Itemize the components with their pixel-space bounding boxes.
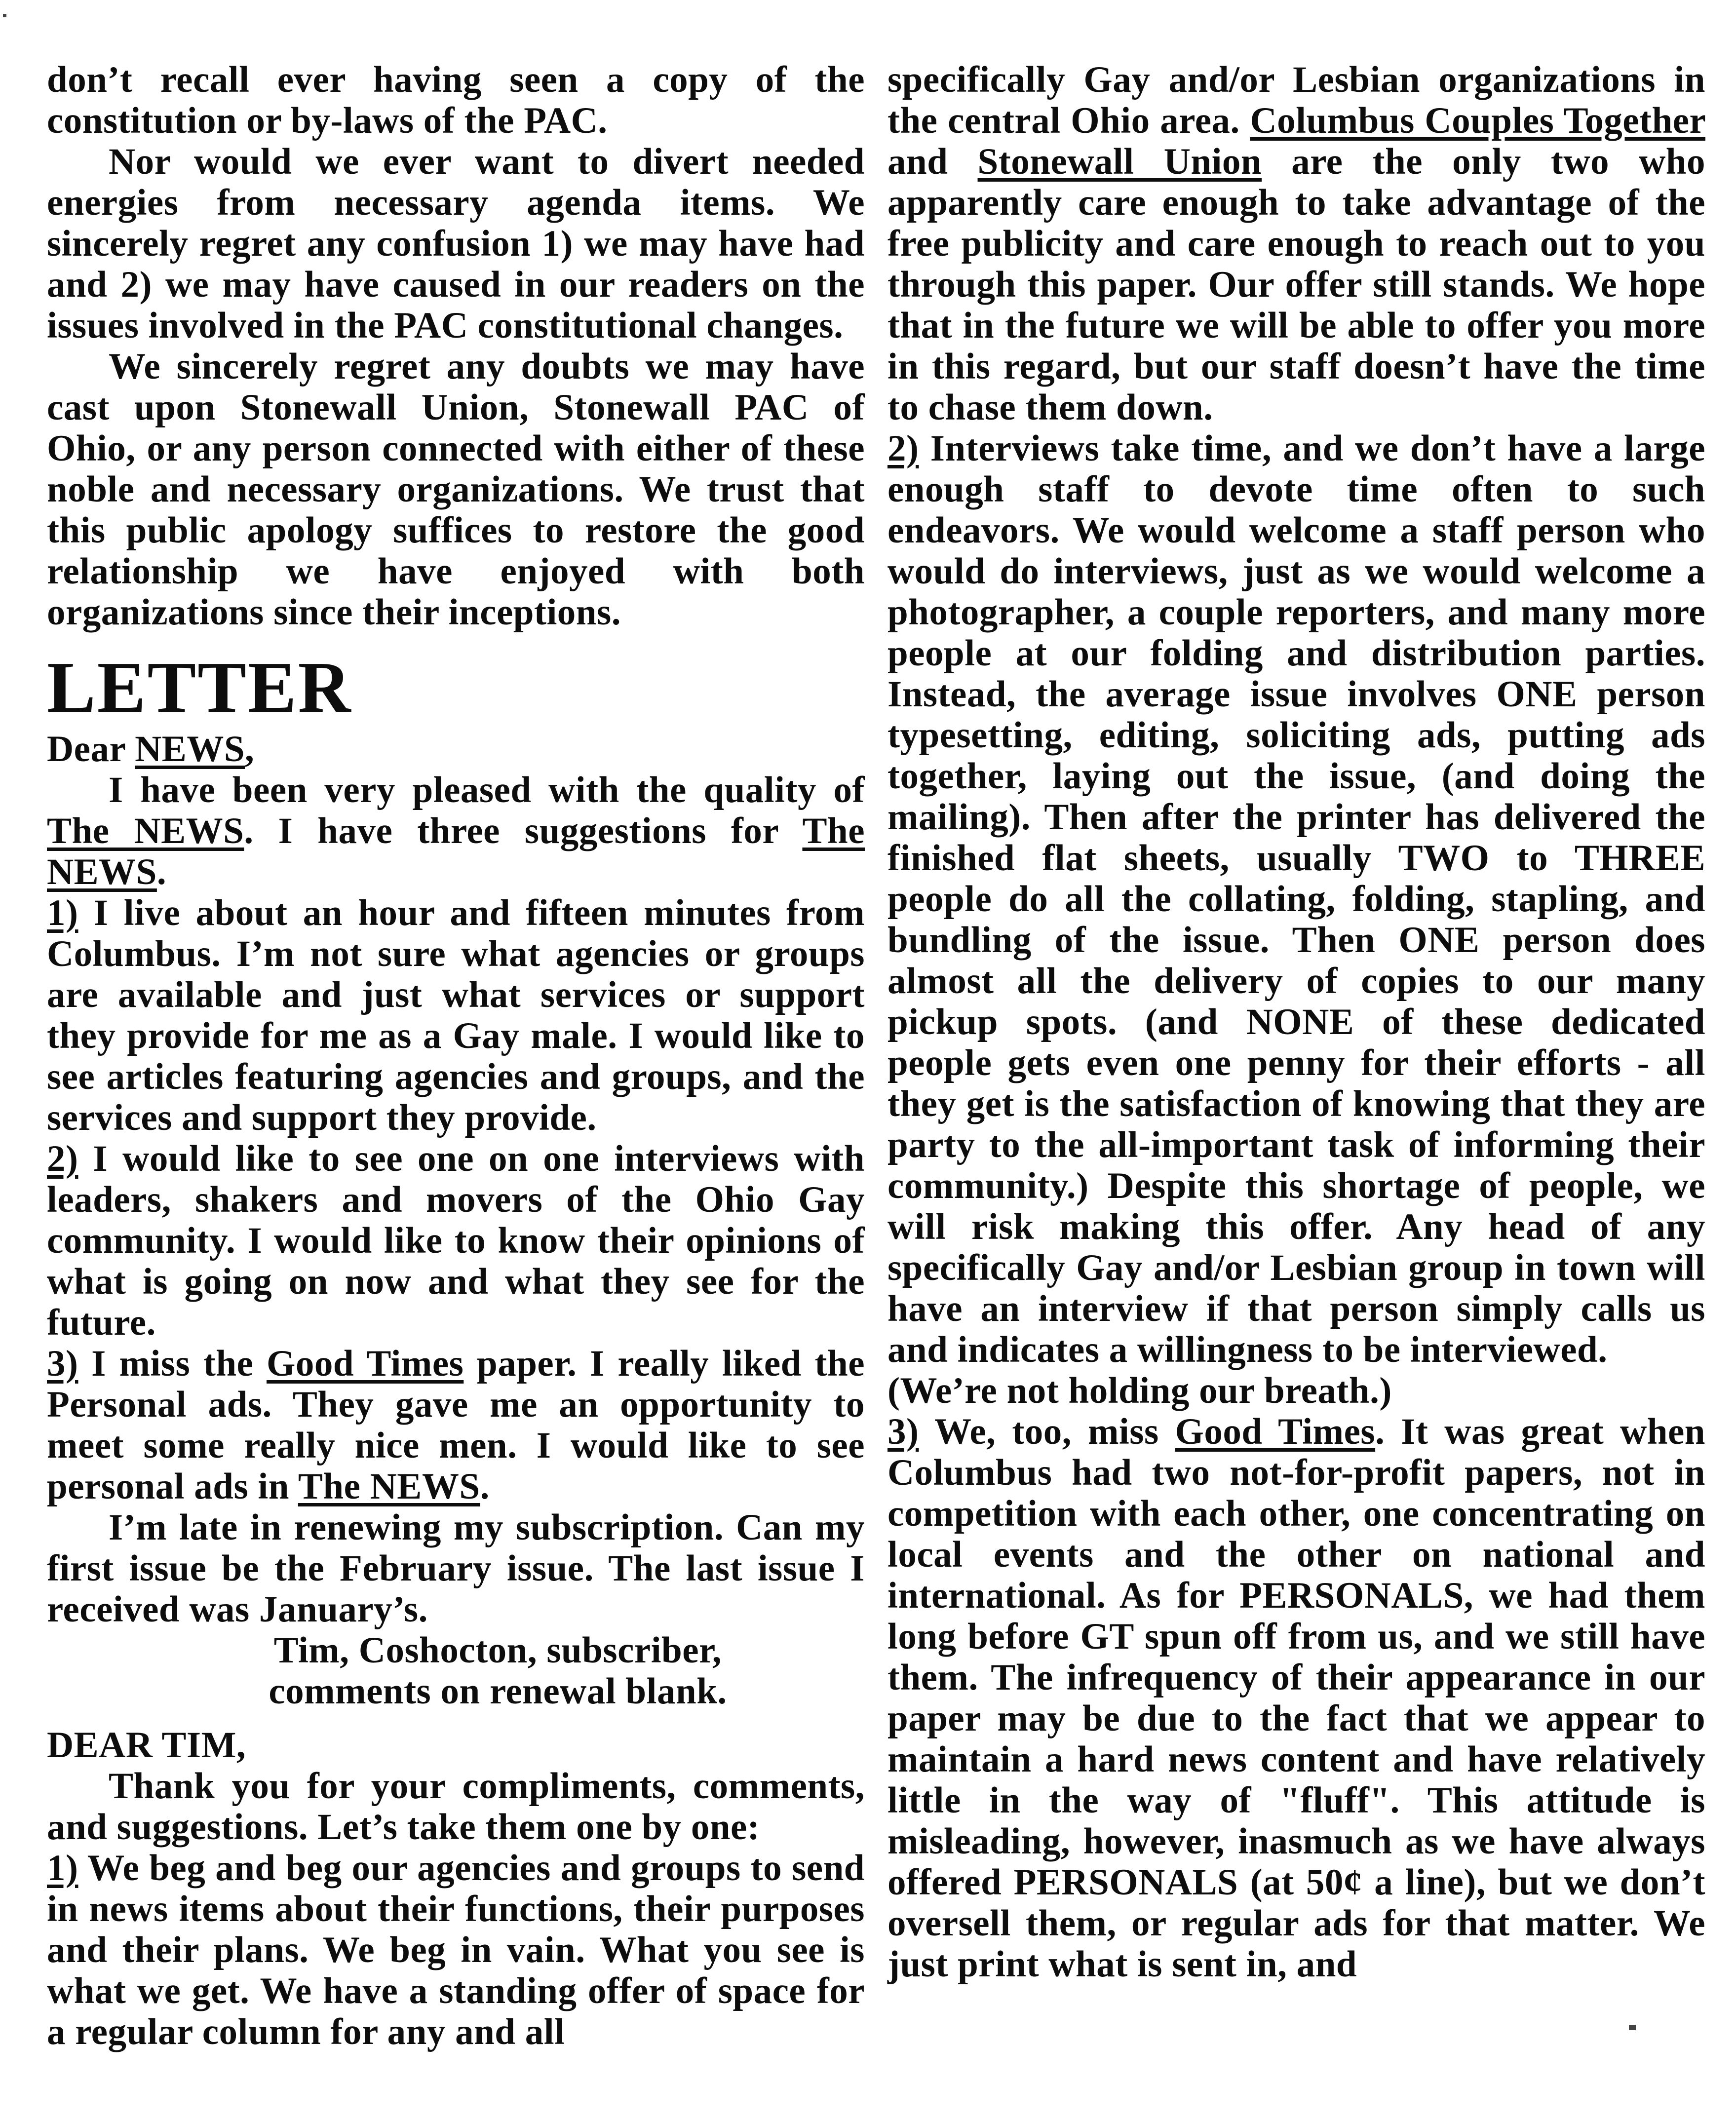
paragraph-offer-continuation (887, 59, 1705, 428)
underlined-text: 3) (47, 1343, 78, 1384)
paragraph-thank-you (47, 1766, 865, 1848)
paragraph-nor-would-we (47, 141, 865, 346)
ink-speck (1629, 2025, 1636, 2030)
signature-line (47, 1630, 865, 1671)
text-run: . I have three suggestions for (244, 810, 803, 851)
text-run: I miss the (78, 1343, 267, 1384)
text-run: , (245, 729, 255, 770)
text-run: Dear (47, 729, 135, 770)
text-run: We beg and beg our agencies and groups to send in news items about their functions, their purposes and their plans. We beg in vain. What you see is what we get. We have a standing offer of space for a regular column for any and all (47, 1848, 865, 2052)
underlined-text: 2) (887, 428, 919, 469)
text-run: DEAR TIM, (47, 1725, 246, 1766)
signature-line (47, 1671, 865, 1712)
text-run: We, too, miss (919, 1411, 1175, 1452)
text-run: I’m late in renewing my subscription. Can my first issue be the February issue. The last issue I received was January’s. (47, 1507, 865, 1630)
underlined-text: 1) (47, 892, 78, 933)
paragraph-sincere-regret (47, 346, 865, 633)
text-run: specifically Gay and/or Lesbian organizations in the central Ohio area. (887, 59, 1705, 141)
underlined-text: NEWS (135, 729, 245, 770)
text-run: don’t recall ever having seen a copy of the constitution or by-laws of the PAC. (47, 59, 865, 141)
numbered-item-3-reader (47, 1343, 865, 1507)
text-run: . It was great when Columbus had two not-for-profit papers, not in competition with each other, one concentrating on local events and the other on national and international. As for PERSONALS, we had them long before GT spun off from us, and we still have them. The infrequency of their appearance in our paper may be due to the fact that we appear to maintain a hard news content and have relatively little in the way of "fluff". This attitude is misleading, however, inasmuch as we have always offered PERSONALS (at 50¢ a line), but we don’t oversell them, or regular ads for that matter. We just print what is sent in, and (887, 1411, 1705, 1985)
underlined-text: Good Times (1175, 1411, 1376, 1452)
underlined-text: 1) (47, 1848, 78, 1889)
right-column (887, 59, 1705, 2052)
numbered-item-2-editor (887, 428, 1705, 1370)
text-run: I live about an hour and fifteen minutes from Columbus. I’m not sure what agencies or groups are available and just what services or support they provide for me as a Gay male. I would like to see articles featuring agencies and groups, and the services and support they provide. (47, 892, 865, 1138)
letter-heading (47, 647, 865, 728)
salutation-dear-tim (47, 1725, 865, 1766)
text-run: and (887, 141, 978, 182)
underlined-text: The NEWS (47, 810, 865, 892)
paragraph-late-renewing (47, 1507, 865, 1630)
scanned-page (47, 59, 1705, 2052)
text-run: We sincerely regret any doubts we may have cast upon Stonewall Union, Stonewall PAC of Ohio, or any person connected with either of these noble and necessary organizations. We trust that this public apology suffices to restore the good relationship we have enjoyed with both organizations since their inceptions. (47, 346, 865, 633)
underlined-text: Good Times (267, 1343, 464, 1384)
text-run: (We’re not holding our breath.) (887, 1370, 1392, 1411)
paragraph-not-holding-breath (887, 1370, 1705, 1411)
ink-speck (3, 14, 6, 17)
paragraph-apology-continuation (47, 59, 865, 141)
text-run: are the only two who apparently care enough to take advantage of the free publicity and care enough to reach out to you through this paper. Our offer still stands. We hope that in the future we will be able to offer you more in this regard, but our staff doesn’t have the time to chase them down. (887, 141, 1705, 428)
text-run: Interviews take time, and we don’t have a large enough staff to devote time often to such endeavors. We would welcome a staff person who would do interviews, just as we would welcome a photographer, a couple reporters, and many more people at our folding and distribution parties. Instead, the average issue involves ONE person typesetting, editing, soliciting ads, putting ads together, laying out the issue, (and doing the mailing). Then after the printer has delivered the finished flat sheets, usually TWO to THREE people do all the collating, folding, stapling, and bundling of the issue. Then ONE person does almost all the delivery of copies to our many pickup spots. (and NONE of these dedicated people gets even one penny for their efforts - all they get is the satisfaction of knowing that they are party to the all-important task of informing their community.) Despite this shortage of people, we will risk making this offer. Any head of any specifically Gay and/or Lesbian group in town will have an interview if that person simply calls us and indicates a willingness to be interviewed. (887, 428, 1705, 1370)
text-run: comments on renewal blank. (269, 1671, 727, 1712)
text-run: Tim, Coshocton, subscriber, (273, 1630, 722, 1671)
numbered-item-1-reader (47, 892, 865, 1138)
underlined-text: 2) (47, 1138, 78, 1179)
text-run: . (156, 851, 167, 892)
text-run: I have been very pleased with the quality of (109, 770, 865, 810)
numbered-item-3-editor (887, 1411, 1705, 1985)
left-column (47, 59, 865, 2052)
text-run: I would like to see one on one interviews with leaders, shakers and movers of the Ohio Gay community. I would like to know their opinions of what is going on now and what they see for the future. (47, 1138, 865, 1343)
text-run: LETTER (47, 647, 352, 728)
numbered-item-2-reader (47, 1138, 865, 1343)
numbered-item-1-editor (47, 1848, 865, 2052)
text-run: paper. I really liked the Personal ads. They gave me an opportunity to meet some really nice men. I would like to see personal ads in (47, 1343, 865, 1507)
text-run: . (480, 1466, 490, 1507)
underlined-text: The NEWS (298, 1466, 480, 1507)
underlined-text: Stonewall Union (977, 141, 1262, 182)
paragraph-pleased-with-quality (47, 770, 865, 892)
text-run: Nor would we ever want to divert needed energies from necessary agenda items. We sincerely regret any confusion 1) we may have had and 2) we may have caused in our readers on the issues involved in the PAC constitutional changes. (47, 141, 865, 346)
text-run: Thank you for your compliments, comments, and suggestions. Let’s take them one by one: (47, 1766, 865, 1848)
underlined-text: Columbus Couples Together (1250, 100, 1705, 141)
underlined-text: The NEWS (47, 810, 244, 851)
salutation-dear-news (47, 729, 865, 770)
underlined-text: 3) (887, 1411, 919, 1452)
